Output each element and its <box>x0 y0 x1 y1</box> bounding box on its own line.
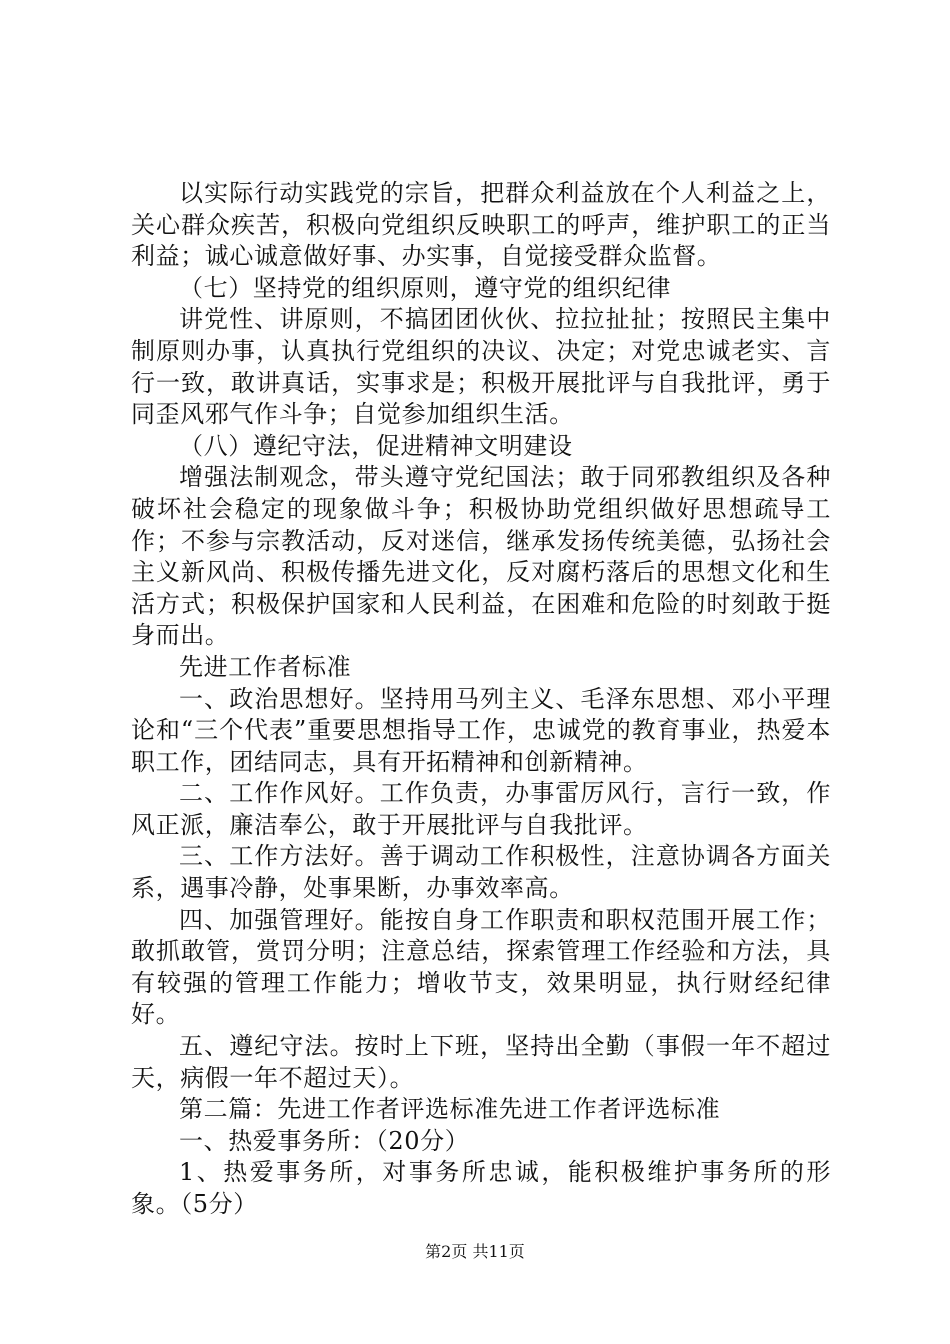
standard-item-5: 五、遵纪守法。按时上下班，坚持出全勤（事假一年不超过天，病假一年不超过天）。 <box>131 1032 831 1092</box>
standard-item-3: 三、工作方法好。善于调动工作积极性，注意协调各方面关系，遇事冷静，处事果断，办事效率高。 <box>131 842 831 903</box>
standard-item-2: 二、工作作风好。工作负责，办事雷厉风行，言行一致，作风正派，廉洁奉公，敢于开展批评与自我批评。 <box>131 779 831 839</box>
standards-title: 先进工作者标准 <box>179 652 352 681</box>
section-heading-8: （八）遵纪守法，促进精神文明建设 <box>179 431 573 460</box>
standard-item-1: 一、政治思想好。坚持用马列主义、毛泽东思想、邓小平理论和“三个代表”重要思想指导工作，忠诚党的教育事业，热爱本职工作，团结同志，具有开拓精神和创新精神。 <box>131 684 831 776</box>
standard-item-4: 四、加强管理好。能按自身工作职责和职权范围开展工作；敢抓敢管，赏罚分明；注意总结，探索管理工作经验和方法，具有较强的管理工作能力；增收节支，效果明显，执行财经纪律好。 <box>131 905 831 1029</box>
criteria-heading-1: 一、热爱事务所：（20分） <box>179 1126 470 1155</box>
section-heading-7: （七）坚持党的组织原则，遵守党的组织纪律 <box>179 273 671 302</box>
page-number-footer: 第2页 共11页 <box>425 1242 525 1261</box>
chapter-2-title: 第二篇：先进工作者评选标准先进工作者评选标准 <box>179 1095 721 1124</box>
paragraph-3: 增强法制观念，带头遵守党纪国法；敢于同邪教组织及各种破坏社会稳定的现象做斗争；积极协助党组织做好思想疏导工作；不参与宗教活动，反对迷信，继承发扬传统美德，弘扬社会主义新风尚、积极传播先进文化，反对腐朽落后的思想文化和生活方式；积极保护国家和人民利益，在困难和危险的时刻敢于挺身而出。 <box>131 463 831 650</box>
paragraph-2: 讲党性、讲原则，不搞团团伙伙、拉拉扯扯；按照民主集中制原则办事，认真执行党组织的决议、决定；对党忠诚老实、言行一致，敢讲真话，实事求是；积极开展批评与自我批评，勇于同歪风邪气作斗争；自觉参加组织生活。 <box>131 305 831 429</box>
document-body <box>131 178 831 1221</box>
criteria-item-1: 1、热爱事务所，对事务所忠诚，能积极维护事务所的形象。（5分） <box>131 1158 831 1218</box>
paragraph-1: 以实际行动实践党的宗旨，把群众利益放在个人利益之上，关心群众疾苦，积极向党组织反映职工的呼声，维护职工的正当利益；诚心诚意做好事、办实事，自觉接受群众监督。 <box>131 179 831 271</box>
